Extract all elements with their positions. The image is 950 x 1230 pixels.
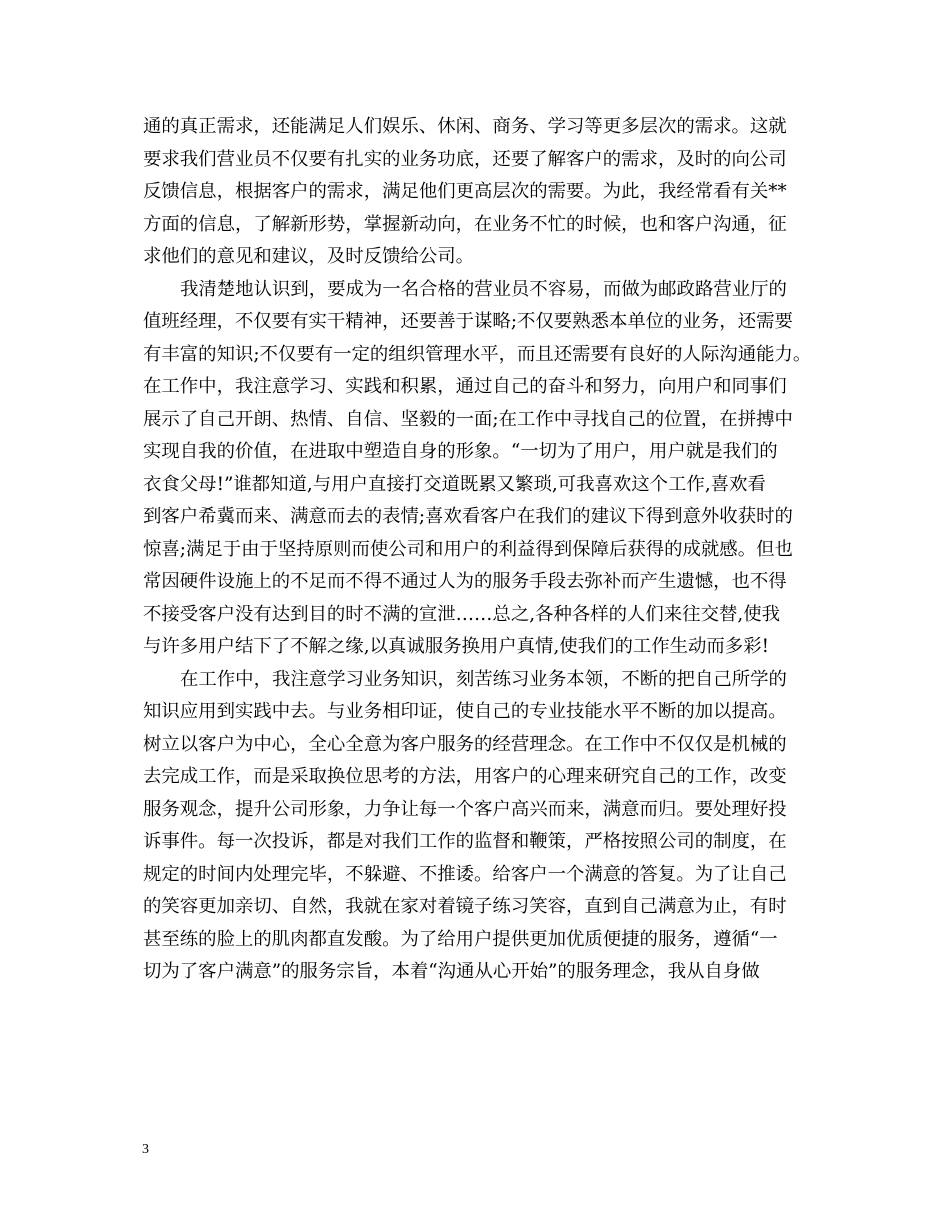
text-line: 方面的信息，了解新形势，掌握新动向，在业务不忙的时候，也和客户沟通，征 — [143, 213, 787, 235]
text-line: 树立以客户为中心，全心全意为客户服务的经营理念。在工作中不仅仅是机械的 — [143, 733, 787, 755]
text-line: 惊喜;满足于由于坚持原则而使公司和用户的利益得到保障后获得的成就感。但也 — [143, 538, 793, 560]
text-line: 在工作中，我注意学习、实践和积累，通过自己的奋斗和努力，向用户和同事们 — [143, 376, 787, 397]
text-line: 在工作中，我注意学习业务知识，刻苦练习业务本领，不断的把自己所学的 — [180, 668, 787, 690]
text-line: 反馈信息，根据客户的需求，满足他们更高层次的需要。为此，我经常看有关** — [143, 181, 787, 202]
text-line: 与许多用户结下了不解之缘,以真诚服务换用户真情,使我们的工作生动而多彩! — [143, 636, 769, 657]
text-line: 知识应用到实践中去。与业务相印证，使自己的专业技能水平不断的加以提高。 — [143, 701, 787, 722]
text-line: 规定的时间内处理完毕，不躲避、不推诿。给客户一个满意的答复。为了让自己 — [143, 863, 787, 885]
text-line: 的笑容更加亲切、自然，我就在家对着镜子练习笑容，直到自己满意为止，有时 — [143, 896, 787, 917]
text-line: 诉事件。每一次投诉，都是对我们工作的监督和鞭策，严格按照公司的制度，在 — [143, 831, 787, 852]
text-line: 不接受客户没有达到目的时不满的宣泄……总之,各种各样的人们来往交替,使我 — [143, 603, 780, 625]
text-line: 有丰富的知识;不仅要有一定的组织管理水平，而且还需要有良好的人际沟通能力。 — [143, 343, 812, 365]
text-line: 到客户希冀而来、满意而去的表情;喜欢看客户在我们的建议下得到意外收获时的 — [143, 506, 793, 527]
text-line: 常因硬件设施上的不足而不得不通过人为的服务手段去弥补而产生遗憾，也不得 — [143, 571, 787, 592]
text-line: 要求我们营业员不仅要有扎实的业务功底，还要了解客户的需求，及时的向公司 — [143, 148, 787, 170]
text-line: 切为了客户满意”的服务宗旨，本着“沟通从心开始”的服务理念，我从自身做 — [143, 961, 760, 982]
text-line: 通的真正需求，还能满足人们娱乐、休闲、商务、学习等更多层次的需求。这就 — [143, 116, 787, 137]
text-line: 甚至练的脸上的肌肉都直发酸。为了给用户提供更加优质便捷的服务，遵循“一 — [143, 928, 778, 950]
text-line: 去完成工作，而是采取换位思考的方法，用客户的心理来研究自己的工作，改变 — [143, 766, 787, 787]
text-line: 值班经理，不仅要有实干精神，还要善于谋略;不仅要熟悉本单位的业务，还需要 — [143, 311, 793, 332]
text-line: 展示了自己开朗、热情、自信、坚毅的一面;在工作中寻找自己的位置，在拼搏中 — [143, 408, 793, 430]
page-number: 3 — [142, 1142, 149, 1157]
text-line: 求他们的意见和建议，及时反馈给公司。 — [143, 246, 475, 267]
text-line: 实现自我的价值，在进取中塑造自身的形象。“一切为了用户，用户就是我们的 — [143, 441, 778, 462]
text-line: 我清楚地认识到，要成为一名合格的营业员不容易，而做为邮政路营业厅的 — [180, 278, 787, 300]
text-line: 衣食父母!”谁都知道,与用户直接打交道既累又繁琐,可我喜欢这个工作,喜欢看 — [143, 473, 766, 495]
text-line: 服务观念，提升公司形象，力争让每一个客户高兴而来，满意而归。要处理好投 — [143, 798, 787, 820]
